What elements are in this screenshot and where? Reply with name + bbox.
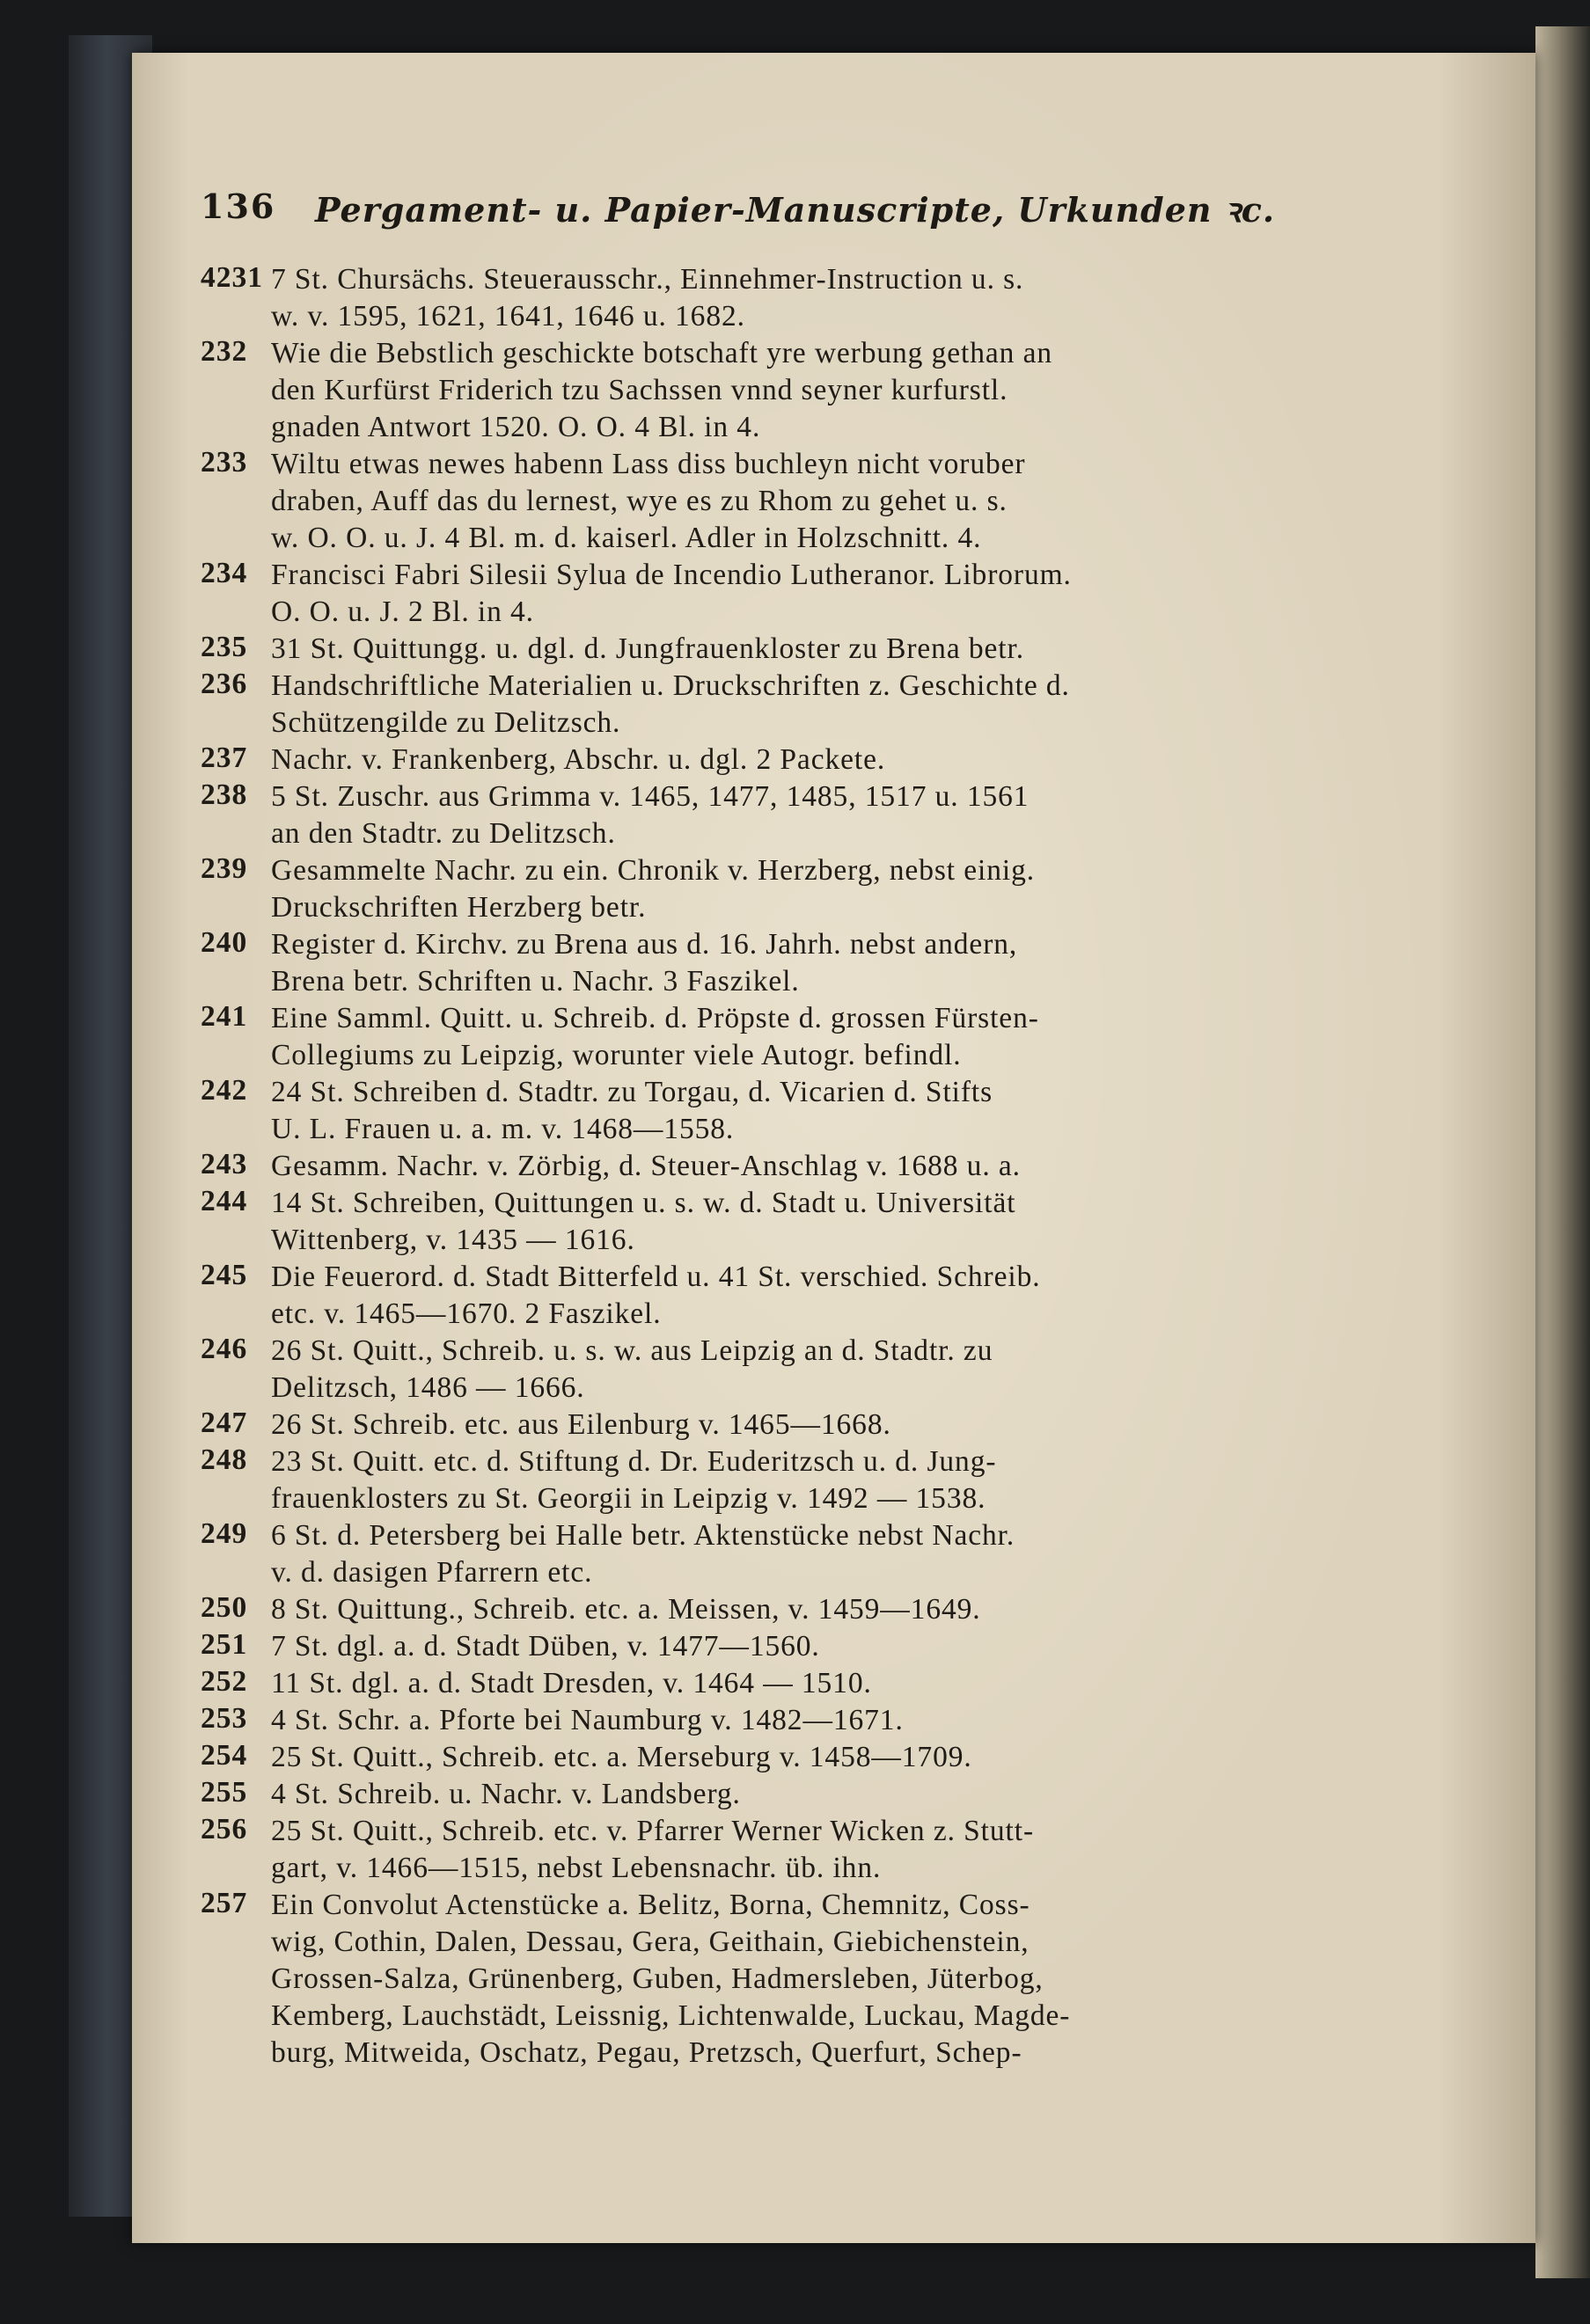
catalog-entry (201, 742, 1468, 778)
entry-text-line: Kemberg, Lauchstädt, Leissnig, Lichtenwalde, Luckau, Magde- (271, 1999, 1071, 2032)
entry-number: 237 (201, 742, 248, 774)
entry-text-line: Nachr. v. Frankenberg, Abschr. u. dgl. 2 Packete. (271, 743, 886, 776)
entry-number: 247 (201, 1407, 248, 1439)
entry-number: 241 (201, 1000, 248, 1033)
entry-text-line: Delitzsch, 1486 — 1666. (271, 1371, 585, 1404)
entry-text-line: etc. v. 1465—1670. 2 Faszikel. (271, 1297, 662, 1330)
entry-text-line: 25 St. Quitt., Schreib. etc. v. Pfarrer Werner Wicken z. Stutt- (271, 1815, 1034, 1847)
entry-number: 254 (201, 1739, 248, 1772)
entry-text-line: Wiltu etwas newes habenn Lass diss buchleyn nicht voruber (271, 448, 1026, 480)
entry-number: 251 (201, 1628, 248, 1661)
entry-text-line: 23 St. Quitt. etc. d. Stiftung d. Dr. Euderitzsch u. d. Jung- (271, 1445, 997, 1478)
catalog-entry (201, 1776, 1468, 1813)
entry-text-line: Druckschriften Herzberg betr. (271, 891, 647, 924)
entry-number: 238 (201, 778, 248, 811)
entry-text-line: Schützengilde zu Delitzsch. (271, 706, 621, 739)
entry-text-line: Wittenberg, v. 1435 — 1616. (271, 1224, 635, 1256)
entry-text-line: draben, Auff das du lernest, wye es zu Rhom zu gehet u. s. (271, 485, 1007, 517)
catalog-entry (201, 557, 1468, 631)
entry-text-line: Francisci Fabri Silesii Sylua de Incendio Lutheranor. Librorum. (271, 559, 1072, 591)
entry-text-line: burg, Mitweida, Oschatz, Pegau, Pretzsch, Querfurt, Schep- (271, 2036, 1022, 2069)
catalog-entry (201, 1407, 1468, 1443)
catalog-entry (201, 631, 1468, 668)
entry-number: 242 (201, 1074, 248, 1107)
entry-text-line: frauenklosters zu St. Georgii in Leipzig v. 1492 — 1538. (271, 1482, 986, 1515)
entry-text-line: wig, Cothin, Dalen, Dessau, Gera, Geithain, Giebichenstein, (271, 1926, 1029, 1958)
entry-text-line: v. d. dasigen Pfarrern etc. (271, 1556, 593, 1589)
entry-text-line: 24 St. Schreiben d. Stadtr. zu Torgau, d. Vicarien d. Stifts (271, 1076, 993, 1108)
entry-text-line: Handschriftliche Materialien u. Druckschriften z. Geschichte d. (271, 669, 1070, 702)
entry-number: 245 (201, 1259, 248, 1291)
entry-text-line: 7 St. Chursächs. Steuerausschr., Einnehmer-Instruction u. s. (271, 263, 1024, 296)
entry-text-line: 11 St. dgl. a. d. Stadt Dresden, v. 1464 — 1510. (271, 1667, 872, 1699)
entry-text-line: Gesammelte Nachr. zu ein. Chronik v. Herzberg, nebst einig. (271, 854, 1036, 887)
entry-text-line: 4 St. Schreib. u. Nachr. v. Landsberg. (271, 1778, 741, 1810)
entry-number: 236 (201, 668, 248, 700)
catalog-entry (201, 446, 1468, 557)
entry-text-line: Grossen-Salza, Grünenberg, Guben, Hadmersleben, Jüterbog, (271, 1962, 1044, 1995)
entry-text-line: 25 St. Quitt., Schreib. etc. a. Merseburg v. 1458—1709. (271, 1741, 972, 1773)
entry-number: 235 (201, 631, 248, 663)
entry-text-line: den Kurfürst Friderich tzu Sachssen vnnd seyner kurfurstl. (271, 374, 1008, 406)
entry-number: 255 (201, 1776, 248, 1809)
catalog-entry (201, 335, 1468, 446)
catalog-entry (201, 1443, 1468, 1517)
page-number: 136 (201, 186, 276, 226)
entry-number: 253 (201, 1702, 248, 1735)
running-head: Pergament- u. Papier-Manuscripte, Urkunden ꝛc. (315, 190, 1276, 230)
entry-number: 239 (201, 852, 248, 885)
catalog-entries (201, 261, 1468, 2072)
entry-text-line: gnaden Antwort 1520. O. O. 4 Bl. in 4. (271, 411, 761, 443)
entry-text-line: Register d. Kirchv. zu Brena aus d. 16. Jahrh. nebst andern, (271, 928, 1018, 961)
catalog-entry (201, 778, 1468, 852)
entry-number: 232 (201, 335, 248, 368)
entry-text-line: Wie die Bebstlich geschickte botschaft yre werbung gethan an (271, 337, 1052, 369)
entry-text-line: Ein Convolut Actenstücke a. Belitz, Borna, Chemnitz, Coss- (271, 1889, 1030, 1921)
entry-text-line: U. L. Frauen u. a. m. v. 1468—1558. (271, 1113, 735, 1145)
facing-page-edge (1535, 26, 1590, 2278)
catalog-entry (201, 1185, 1468, 1259)
catalog-entry (201, 1591, 1468, 1628)
catalog-entry (201, 926, 1468, 1000)
entry-text-line: 6 St. d. Petersberg bei Halle betr. Aktenstücke nebst Nachr. (271, 1519, 1015, 1552)
catalog-entry (201, 1517, 1468, 1591)
entry-text-line: Eine Samml. Quitt. u. Schreib. d. Pröpste d. grossen Fürsten- (271, 1002, 1039, 1034)
entry-number: 233 (201, 446, 248, 479)
entry-text-line: gart, v. 1466—1515, nebst Lebensnachr. üb. ihn. (271, 1852, 882, 1884)
catalog-entry (201, 1259, 1468, 1333)
entry-text-line: O. O. u. J. 2 Bl. in 4. (271, 596, 534, 628)
entry-text-line: Collegiums zu Leipzig, worunter viele Autogr. befindl. (271, 1039, 962, 1071)
entry-text-line: 26 St. Schreib. etc. aus Eilenburg v. 1465—1668. (271, 1408, 891, 1441)
catalog-entry (201, 1333, 1468, 1407)
entry-number: 234 (201, 557, 248, 589)
entry-number: 249 (201, 1517, 248, 1550)
entry-text-line: 31 St. Quittungg. u. dgl. d. Jungfrauenkloster zu Brena betr. (271, 632, 1024, 665)
catalog-entry (201, 1628, 1468, 1665)
entry-text-line: Die Feuerord. d. Stadt Bitterfeld u. 41 St. verschied. Schreib. (271, 1261, 1041, 1293)
catalog-entry (201, 261, 1468, 335)
entry-number: 252 (201, 1665, 248, 1698)
catalog-entry (201, 1887, 1468, 2072)
entry-text-line: w. O. O. u. J. 4 Bl. m. d. kaiserl. Adler in Holzschnitt. 4. (271, 522, 982, 554)
catalog-entry (201, 668, 1468, 742)
entry-text-line: 5 St. Zuschr. aus Grimma v. 1465, 1477, 1485, 1517 u. 1561 (271, 780, 1029, 813)
entry-text-line: 14 St. Schreiben, Quittungen u. s. w. d. Stadt u. Universität (271, 1187, 1016, 1219)
catalog-entry (201, 1000, 1468, 1074)
entry-text-line: Brena betr. Schriften u. Nachr. 3 Faszikel. (271, 965, 800, 998)
catalog-entry (201, 1074, 1468, 1148)
catalog-entry (201, 1813, 1468, 1887)
entry-number: 4231 (201, 261, 263, 294)
entry-number: 257 (201, 1887, 248, 1919)
catalog-entry (201, 1148, 1468, 1185)
entry-number: 256 (201, 1813, 248, 1845)
catalog-entry (201, 1665, 1468, 1702)
page-header (201, 186, 1389, 239)
entry-text-line: w. v. 1595, 1621, 1641, 1646 u. 1682. (271, 300, 745, 333)
entry-number: 246 (201, 1333, 248, 1365)
catalog-entry (201, 852, 1468, 926)
entry-number: 244 (201, 1185, 248, 1217)
entry-number: 250 (201, 1591, 248, 1624)
entry-number: 243 (201, 1148, 248, 1180)
entry-text-line: 7 St. dgl. a. d. Stadt Düben, v. 1477—1560. (271, 1630, 820, 1663)
entry-number: 248 (201, 1443, 248, 1476)
catalog-entry (201, 1739, 1468, 1776)
entry-text-line: 26 St. Quitt., Schreib. u. s. w. aus Leipzig an d. Stadtr. zu (271, 1334, 993, 1367)
entry-number: 240 (201, 926, 248, 959)
entry-text-line: 8 St. Quittung., Schreib. etc. a. Meissen, v. 1459—1649. (271, 1593, 981, 1626)
entry-text-line: 4 St. Schr. a. Pforte bei Naumburg v. 1482—1671. (271, 1704, 904, 1736)
entry-text-line: Gesamm. Nachr. v. Zörbig, d. Steuer-Anschlag v. 1688 u. a. (271, 1150, 1021, 1182)
entry-text-line: an den Stadtr. zu Delitzsch. (271, 817, 616, 850)
catalog-entry (201, 1702, 1468, 1739)
